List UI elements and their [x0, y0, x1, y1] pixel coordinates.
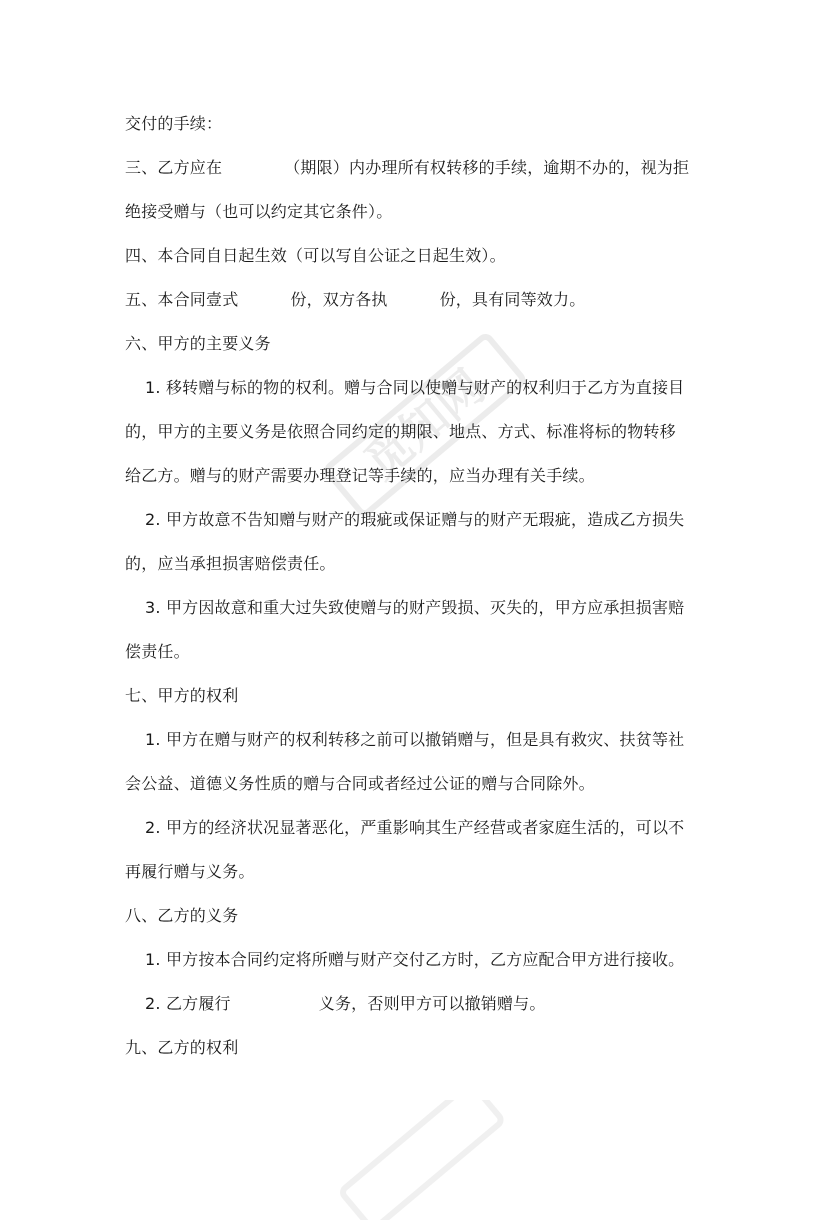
text-line: 会公益、道德义务性质的赠与合同或者经过公证的赠与合同除外。	[125, 774, 595, 793]
text-line: 1. 甲方在赠与财产的权利转移之前可以撤销赠与，但是具有救灾、扶贫等社	[145, 730, 685, 749]
text-line: 四、本合同自日起生效（可以写自公证之日起生效）。	[125, 246, 506, 265]
section-heading: 八、乙方的义务	[125, 906, 239, 925]
text-line: 2. 甲方的经济状况显著恶化，严重影响其生产经营或者家庭生活的，可以不	[145, 818, 685, 837]
text-line: 3. 甲方因故意和重大过失致使赠与的财产毁损、灭失的，甲方应承担损害赔	[145, 598, 685, 617]
text-segment: 2. 乙方履行	[145, 994, 231, 1013]
text-segment: 份，具有同等效力。	[439, 290, 586, 309]
text-line	[125, 157, 689, 179]
section-heading: 九、乙方的权利	[125, 1038, 239, 1057]
text-line: 1. 移转赠与标的物的权利。赠与合同以使赠与财产的权利归于乙方为直接目	[145, 378, 685, 397]
text-segment: 五、本合同壹式	[125, 290, 239, 309]
text-line: 的，应当承担损害赔偿责任。	[125, 554, 336, 573]
text-segment: 义务，否则甲方可以撤销赠与。	[318, 994, 546, 1013]
text-line: 的，甲方的主要义务是依照合同约定的期限、地点、方式、标准将标的物转移	[125, 422, 676, 441]
text-line: 交付的手续：	[125, 114, 223, 133]
text-line: 再履行赠与义务。	[125, 862, 255, 881]
section-heading: 七、甲方的权利	[125, 686, 239, 705]
text-segment: 三、乙方应在	[125, 158, 223, 177]
watermark-text: 觅知网	[354, 359, 495, 490]
text-line: 1. 甲方按本合同约定将所赠与财产交付乙方时，乙方应配合甲方进行接收。	[145, 950, 685, 969]
text-line	[125, 289, 585, 311]
section-heading: 六、甲方的主要义务	[125, 334, 271, 353]
watermark-logo-bottom	[300, 1100, 550, 1220]
text-line	[145, 993, 546, 1015]
text-line: 给乙方。赠与的财产需要办理登记等手续的，应当办理有关手续。	[125, 466, 595, 485]
text-line: 偿责任。	[125, 642, 190, 661]
text-segment: 份，双方各执	[290, 290, 388, 309]
text-line: 2. 甲方故意不告知赠与财产的瑕疵或保证赠与的财产无瑕疵，造成乙方损失	[145, 510, 685, 529]
text-line: 绝接受赠与（也可以约定其它条件）。	[125, 202, 393, 221]
text-segment: （期限）内办理所有权转移的手续，逾期不办的，视为拒	[284, 158, 690, 177]
